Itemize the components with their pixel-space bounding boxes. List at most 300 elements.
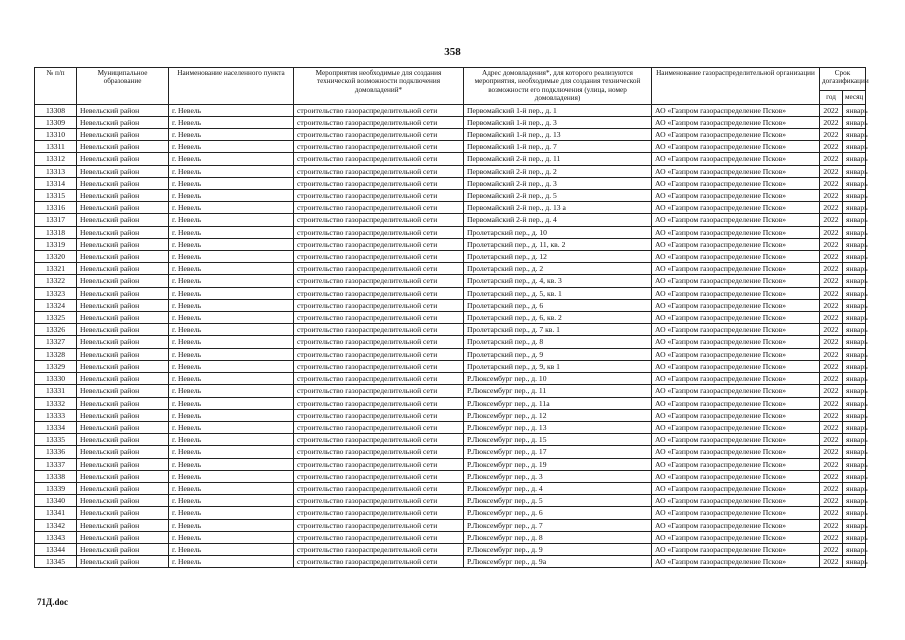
table-row <box>35 409 866 421</box>
organization-cell: АО «Газпром газораспределение Псков» <box>652 336 820 348</box>
address-cell: Первомайский 2-й пер., д. 2 <box>464 165 652 177</box>
measure-cell: строительство газораспределительной сети <box>294 190 464 202</box>
year-cell: 2022 <box>820 214 843 226</box>
municipality-cell: Невельский район <box>77 409 169 421</box>
year-cell: 2022 <box>820 409 843 421</box>
municipality-cell: Невельский район <box>77 434 169 446</box>
row-number: 13320 <box>35 251 77 263</box>
organization-cell: АО «Газпром газораспределение Псков» <box>652 421 820 433</box>
row-number: 13345 <box>35 556 77 568</box>
settlement-cell: г. Невель <box>169 190 294 202</box>
year-cell: 2022 <box>820 104 843 116</box>
organization-cell: АО «Газпром газораспределение Псков» <box>652 519 820 531</box>
settlement-cell: г. Невель <box>169 312 294 324</box>
measure-cell: строительство газораспределительной сети <box>294 556 464 568</box>
municipality-cell: Невельский район <box>77 531 169 543</box>
address-cell: Пролетарский пер., д. 8 <box>464 336 652 348</box>
year-cell: 2022 <box>820 434 843 446</box>
table-row <box>35 421 866 433</box>
row-number: 13335 <box>35 434 77 446</box>
measure-cell: строительство газораспределительной сети <box>294 434 464 446</box>
row-number: 13334 <box>35 421 77 433</box>
row-number: 13338 <box>35 470 77 482</box>
measure-cell: строительство газораспределительной сети <box>294 153 464 165</box>
settlement-cell: г. Невель <box>169 434 294 446</box>
municipality-cell: Невельский район <box>77 251 169 263</box>
municipality-cell: Невельский район <box>77 543 169 555</box>
address-cell: Первомайский 1-й пер., д. 13 <box>464 129 652 141</box>
municipality-cell: Невельский район <box>77 373 169 385</box>
address-cell: Р.Люксембург пер., д. 19 <box>464 458 652 470</box>
month-cell: январь <box>843 482 866 494</box>
month-cell: январь <box>843 312 866 324</box>
measure-cell: строительство газораспределительной сети <box>294 373 464 385</box>
address-cell: Р.Люксембург пер., д. 11а <box>464 397 652 409</box>
address-cell: Р.Люксембург пер., д. 11 <box>464 385 652 397</box>
address-cell: Пролетарский пер., д. 10 <box>464 226 652 238</box>
table-row <box>35 458 866 470</box>
address-cell: Пролетарский пер., д. 2 <box>464 263 652 275</box>
address-cell: Р.Люксембург пер., д. 4 <box>464 482 652 494</box>
settlement-cell: г. Невель <box>169 385 294 397</box>
document-filename: 71Д.doc <box>37 597 68 607</box>
table-row <box>35 129 866 141</box>
organization-cell: АО «Газпром газораспределение Псков» <box>652 238 820 250</box>
month-cell: январь <box>843 373 866 385</box>
address-cell: Р.Люксембург пер., д. 7 <box>464 519 652 531</box>
organization-cell: АО «Газпром газораспределение Псков» <box>652 226 820 238</box>
year-cell: 2022 <box>820 373 843 385</box>
municipality-cell: Невельский район <box>77 263 169 275</box>
address-cell: Р.Люксембург пер., д. 5 <box>464 495 652 507</box>
month-cell: январь <box>843 202 866 214</box>
municipality-cell: Невельский район <box>77 360 169 372</box>
year-cell: 2022 <box>820 226 843 238</box>
table-row <box>35 141 866 153</box>
month-cell: январь <box>843 104 866 116</box>
municipality-cell: Невельский район <box>77 129 169 141</box>
year-cell: 2022 <box>820 421 843 433</box>
municipality-cell: Невельский район <box>77 190 169 202</box>
municipality-cell: Невельский район <box>77 141 169 153</box>
organization-cell: АО «Газпром газораспределение Псков» <box>652 104 820 116</box>
table-row <box>35 116 866 128</box>
measure-cell: строительство газораспределительной сети <box>294 324 464 336</box>
municipality-cell: Невельский район <box>77 214 169 226</box>
organization-cell: АО «Газпром газораспределение Псков» <box>652 299 820 311</box>
municipality-cell: Невельский район <box>77 458 169 470</box>
measure-cell: строительство газораспределительной сети <box>294 543 464 555</box>
year-cell: 2022 <box>820 397 843 409</box>
address-cell: Пролетарский пер., д. 6 <box>464 299 652 311</box>
row-number: 13328 <box>35 348 77 360</box>
municipality-cell: Невельский район <box>77 385 169 397</box>
row-number: 13316 <box>35 202 77 214</box>
year-cell: 2022 <box>820 177 843 189</box>
address-cell: Р.Люксембург пер., д. 8 <box>464 531 652 543</box>
table-row <box>35 373 866 385</box>
measure-cell: строительство газораспределительной сети <box>294 531 464 543</box>
table-row <box>35 153 866 165</box>
address-cell: Пролетарский пер., д. 7 кв. 1 <box>464 324 652 336</box>
address-cell: Первомайский 1-й пер., д. 3 <box>464 116 652 128</box>
settlement-cell: г. Невель <box>169 129 294 141</box>
year-cell: 2022 <box>820 507 843 519</box>
measure-cell: строительство газораспределительной сети <box>294 275 464 287</box>
address-cell: Пролетарский пер., д. 9, кв 1 <box>464 360 652 372</box>
row-number: 13312 <box>35 153 77 165</box>
address-cell: Р.Люксембург пер., д. 15 <box>464 434 652 446</box>
row-number: 13322 <box>35 275 77 287</box>
address-cell: Первомайский 2-й пер., д. 4 <box>464 214 652 226</box>
month-cell: январь <box>843 226 866 238</box>
table-row <box>35 434 866 446</box>
row-number: 13329 <box>35 360 77 372</box>
month-cell: январь <box>843 336 866 348</box>
month-cell: январь <box>843 129 866 141</box>
measure-cell: строительство газораспределительной сети <box>294 409 464 421</box>
year-cell: 2022 <box>820 519 843 531</box>
address-cell: Первомайский 2-й пер., д. 11 <box>464 153 652 165</box>
settlement-cell: г. Невель <box>169 336 294 348</box>
year-cell: 2022 <box>820 385 843 397</box>
table-row <box>35 360 866 372</box>
settlement-cell: г. Невель <box>169 373 294 385</box>
municipality-cell: Невельский район <box>77 238 169 250</box>
address-cell: Пролетарский пер., д. 11, кв. 2 <box>464 238 652 250</box>
row-number: 13331 <box>35 385 77 397</box>
month-cell: январь <box>843 177 866 189</box>
row-number: 13315 <box>35 190 77 202</box>
settlement-cell: г. Невель <box>169 507 294 519</box>
settlement-cell: г. Невель <box>169 275 294 287</box>
settlement-cell: г. Невель <box>169 263 294 275</box>
address-cell: Р.Люксембург пер., д. 17 <box>464 446 652 458</box>
measure-cell: строительство газораспределительной сети <box>294 287 464 299</box>
settlement-cell: г. Невель <box>169 495 294 507</box>
organization-cell: АО «Газпром газораспределение Псков» <box>652 324 820 336</box>
month-cell: январь <box>843 275 866 287</box>
municipality-cell: Невельский район <box>77 336 169 348</box>
settlement-cell: г. Невель <box>169 141 294 153</box>
address-cell: Пролетарский пер., д. 9 <box>464 348 652 360</box>
settlement-cell: г. Невель <box>169 324 294 336</box>
month-cell: январь <box>843 348 866 360</box>
month-cell: январь <box>843 421 866 433</box>
year-cell: 2022 <box>820 482 843 494</box>
organization-cell: АО «Газпром газораспределение Псков» <box>652 287 820 299</box>
header-settlement: Наименование населенного пункта <box>169 68 294 105</box>
measure-cell: строительство газораспределительной сети <box>294 482 464 494</box>
row-number: 13324 <box>35 299 77 311</box>
address-cell: Р.Люксембург пер., д. 13 <box>464 421 652 433</box>
organization-cell: АО «Газпром газораспределение Псков» <box>652 190 820 202</box>
address-cell: Р.Люксембург пер., д. 10 <box>464 373 652 385</box>
row-number: 13314 <box>35 177 77 189</box>
settlement-cell: г. Невель <box>169 177 294 189</box>
organization-cell: АО «Газпром газораспределение Псков» <box>652 543 820 555</box>
year-cell: 2022 <box>820 116 843 128</box>
measure-cell: строительство газораспределительной сети <box>294 141 464 153</box>
municipality-cell: Невельский район <box>77 421 169 433</box>
settlement-cell: г. Невель <box>169 116 294 128</box>
header-municipality: Муниципальное образование <box>77 68 169 105</box>
measure-cell: строительство газораспределительной сети <box>294 458 464 470</box>
settlement-cell: г. Невель <box>169 348 294 360</box>
municipality-cell: Невельский район <box>77 287 169 299</box>
row-number: 13319 <box>35 238 77 250</box>
organization-cell: АО «Газпром газораспределение Псков» <box>652 251 820 263</box>
settlement-cell: г. Невель <box>169 238 294 250</box>
measure-cell: строительство газораспределительной сети <box>294 226 464 238</box>
settlement-cell: г. Невель <box>169 470 294 482</box>
measure-cell: строительство газораспределительной сети <box>294 165 464 177</box>
settlement-cell: г. Невель <box>169 153 294 165</box>
address-cell: Р.Люксембург пер., д. 6 <box>464 507 652 519</box>
year-cell: 2022 <box>820 324 843 336</box>
address-cell: Пролетарский пер., д. 5, кв. 1 <box>464 287 652 299</box>
municipality-cell: Невельский район <box>77 275 169 287</box>
address-cell: Первомайский 1-й пер., д. 1 <box>464 104 652 116</box>
organization-cell: АО «Газпром газораспределение Псков» <box>652 531 820 543</box>
table-row <box>35 312 866 324</box>
month-cell: январь <box>843 263 866 275</box>
table-row <box>35 348 866 360</box>
table-row <box>35 543 866 555</box>
month-cell: январь <box>843 385 866 397</box>
month-cell: январь <box>843 409 866 421</box>
table-row <box>35 165 866 177</box>
gasification-table <box>34 67 869 568</box>
year-cell: 2022 <box>820 531 843 543</box>
month-cell: январь <box>843 324 866 336</box>
row-number: 13342 <box>35 519 77 531</box>
organization-cell: АО «Газпром газораспределение Псков» <box>652 275 820 287</box>
organization-cell: АО «Газпром газораспределение Псков» <box>652 446 820 458</box>
organization-cell: АО «Газпром газораспределение Псков» <box>652 360 820 372</box>
month-cell: январь <box>843 299 866 311</box>
organization-cell: АО «Газпром газораспределение Псков» <box>652 458 820 470</box>
settlement-cell: г. Невель <box>169 519 294 531</box>
organization-cell: АО «Газпром газораспределение Псков» <box>652 470 820 482</box>
table-row <box>35 177 866 189</box>
measure-cell: строительство газораспределительной сети <box>294 177 464 189</box>
measure-cell: строительство газораспределительной сети <box>294 360 464 372</box>
measure-cell: строительство газораспределительной сети <box>294 446 464 458</box>
table-row <box>35 556 866 568</box>
row-number: 13311 <box>35 141 77 153</box>
table-row <box>35 263 866 275</box>
table-row <box>35 397 866 409</box>
row-number: 13336 <box>35 446 77 458</box>
month-cell: январь <box>843 251 866 263</box>
month-cell: январь <box>843 531 866 543</box>
table-row <box>35 190 866 202</box>
municipality-cell: Невельский район <box>77 348 169 360</box>
organization-cell: АО «Газпром газораспределение Псков» <box>652 177 820 189</box>
measure-cell: строительство газораспределительной сети <box>294 470 464 482</box>
year-cell: 2022 <box>820 141 843 153</box>
measure-cell: строительство газораспределительной сети <box>294 214 464 226</box>
row-number: 13317 <box>35 214 77 226</box>
settlement-cell: г. Невель <box>169 409 294 421</box>
table-row <box>35 507 866 519</box>
table-row <box>35 275 866 287</box>
row-number: 13310 <box>35 129 77 141</box>
measure-cell: строительство газораспределительной сети <box>294 336 464 348</box>
settlement-cell: г. Невель <box>169 531 294 543</box>
header-month: месяц <box>843 91 866 104</box>
settlement-cell: г. Невель <box>169 214 294 226</box>
table-row <box>35 470 866 482</box>
month-cell: январь <box>843 556 866 568</box>
address-cell: Р.Люксембург пер., д. 12 <box>464 409 652 421</box>
row-number: 13309 <box>35 116 77 128</box>
month-cell: январь <box>843 116 866 128</box>
table-row <box>35 324 866 336</box>
organization-cell: АО «Газпром газораспределение Псков» <box>652 165 820 177</box>
organization-cell: АО «Газпром газораспределение Псков» <box>652 263 820 275</box>
year-cell: 2022 <box>820 360 843 372</box>
row-number: 13327 <box>35 336 77 348</box>
settlement-cell: г. Невель <box>169 299 294 311</box>
month-cell: январь <box>843 446 866 458</box>
month-cell: январь <box>843 190 866 202</box>
table-row <box>35 214 866 226</box>
table-header-row <box>35 68 866 91</box>
organization-cell: АО «Газпром газораспределение Псков» <box>652 397 820 409</box>
municipality-cell: Невельский район <box>77 507 169 519</box>
row-number: 13340 <box>35 495 77 507</box>
header-measures: Мероприятия необходимые для создания технической возможности подключения домовладений* <box>294 68 464 105</box>
municipality-cell: Невельский район <box>77 104 169 116</box>
municipality-cell: Невельский район <box>77 226 169 238</box>
municipality-cell: Невельский район <box>77 153 169 165</box>
month-cell: январь <box>843 141 866 153</box>
measure-cell: строительство газораспределительной сети <box>294 507 464 519</box>
year-cell: 2022 <box>820 470 843 482</box>
municipality-cell: Невельский район <box>77 470 169 482</box>
table-row <box>35 482 866 494</box>
address-cell: Первомайский 2-й пер., д. 5 <box>464 190 652 202</box>
year-cell: 2022 <box>820 153 843 165</box>
month-cell: январь <box>843 434 866 446</box>
municipality-cell: Невельский район <box>77 397 169 409</box>
table-row <box>35 336 866 348</box>
organization-cell: АО «Газпром газораспределение Псков» <box>652 507 820 519</box>
measure-cell: строительство газораспределительной сети <box>294 251 464 263</box>
header-term: Срок догазификации <box>820 68 866 91</box>
municipality-cell: Невельский район <box>77 495 169 507</box>
row-number: 13341 <box>35 507 77 519</box>
month-cell: январь <box>843 543 866 555</box>
organization-cell: АО «Газпром газораспределение Псков» <box>652 385 820 397</box>
row-number: 13344 <box>35 543 77 555</box>
row-number: 13339 <box>35 482 77 494</box>
measure-cell: строительство газораспределительной сети <box>294 495 464 507</box>
organization-cell: АО «Газпром газораспределение Псков» <box>652 482 820 494</box>
table-row <box>35 287 866 299</box>
measure-cell: строительство газораспределительной сети <box>294 397 464 409</box>
organization-cell: АО «Газпром газораспределение Псков» <box>652 214 820 226</box>
municipality-cell: Невельский район <box>77 165 169 177</box>
organization-cell: АО «Газпром газораспределение Псков» <box>652 409 820 421</box>
measure-cell: строительство газораспределительной сети <box>294 263 464 275</box>
row-number: 13326 <box>35 324 77 336</box>
municipality-cell: Невельский район <box>77 312 169 324</box>
table-row <box>35 385 866 397</box>
settlement-cell: г. Невель <box>169 226 294 238</box>
page-number: 358 <box>444 46 461 58</box>
year-cell: 2022 <box>820 446 843 458</box>
measure-cell: строительство газораспределительной сети <box>294 238 464 250</box>
measure-cell: строительство газораспределительной сети <box>294 519 464 531</box>
table-row <box>35 238 866 250</box>
address-cell: Первомайский 2-й пер., д. 3 <box>464 177 652 189</box>
measure-cell: строительство газораспределительной сети <box>294 421 464 433</box>
row-number: 13308 <box>35 104 77 116</box>
table-row <box>35 531 866 543</box>
organization-cell: АО «Газпром газораспределение Псков» <box>652 129 820 141</box>
year-cell: 2022 <box>820 129 843 141</box>
table-row <box>35 446 866 458</box>
municipality-cell: Невельский район <box>77 556 169 568</box>
year-cell: 2022 <box>820 287 843 299</box>
table-body <box>35 104 866 568</box>
organization-cell: АО «Газпром газораспределение Псков» <box>652 202 820 214</box>
table-row <box>35 226 866 238</box>
settlement-cell: г. Невель <box>169 397 294 409</box>
measure-cell: строительство газораспределительной сети <box>294 104 464 116</box>
year-cell: 2022 <box>820 336 843 348</box>
year-cell: 2022 <box>820 275 843 287</box>
row-number: 13333 <box>35 409 77 421</box>
month-cell: январь <box>843 519 866 531</box>
settlement-cell: г. Невель <box>169 165 294 177</box>
month-cell: январь <box>843 214 866 226</box>
year-cell: 2022 <box>820 251 843 263</box>
settlement-cell: г. Невель <box>169 482 294 494</box>
header-year: год <box>820 91 843 104</box>
table-row <box>35 202 866 214</box>
address-cell: Р.Люксембург пер., д. 3 <box>464 470 652 482</box>
address-cell: Р.Люксембург пер., д. 9 <box>464 543 652 555</box>
municipality-cell: Невельский район <box>77 324 169 336</box>
address-cell: Р.Люксембург пер., д. 9а <box>464 556 652 568</box>
year-cell: 2022 <box>820 458 843 470</box>
year-cell: 2022 <box>820 299 843 311</box>
month-cell: январь <box>843 287 866 299</box>
header-organization: Наименование газораспределительной организации <box>652 68 820 105</box>
table-row <box>35 299 866 311</box>
month-cell: январь <box>843 458 866 470</box>
municipality-cell: Невельский район <box>77 202 169 214</box>
month-cell: январь <box>843 360 866 372</box>
organization-cell: АО «Газпром газораспределение Псков» <box>652 348 820 360</box>
municipality-cell: Невельский район <box>77 177 169 189</box>
settlement-cell: г. Невель <box>169 287 294 299</box>
month-cell: январь <box>843 165 866 177</box>
measure-cell: строительство газораспределительной сети <box>294 129 464 141</box>
settlement-cell: г. Невель <box>169 421 294 433</box>
row-number: 13332 <box>35 397 77 409</box>
month-cell: январь <box>843 153 866 165</box>
settlement-cell: г. Невель <box>169 458 294 470</box>
organization-cell: АО «Газпром газораспределение Псков» <box>652 373 820 385</box>
municipality-cell: Невельский район <box>77 299 169 311</box>
year-cell: 2022 <box>820 165 843 177</box>
year-cell: 2022 <box>820 263 843 275</box>
